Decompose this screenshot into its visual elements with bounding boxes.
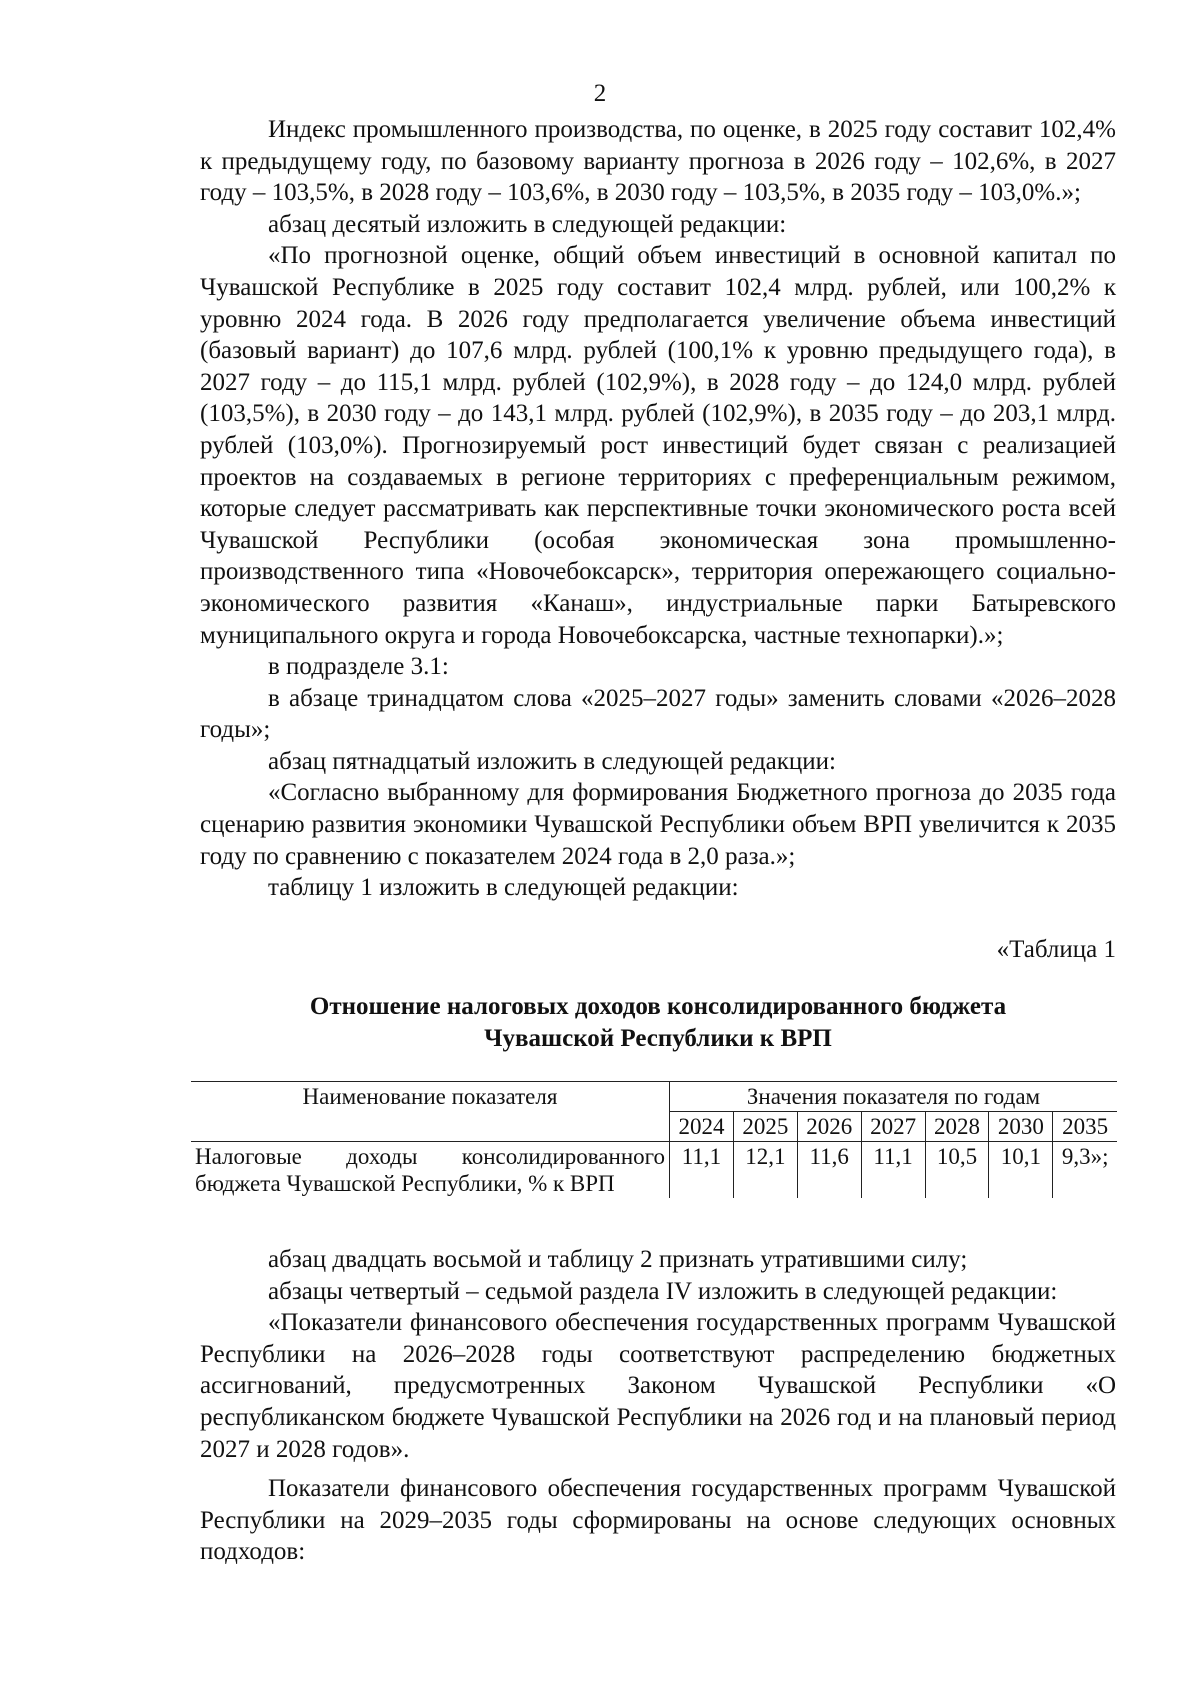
year-header: 2035 — [1053, 1112, 1117, 1142]
paragraph-repeal: абзац двадцать восьмой и таблицу 2 признать утратившими силу; — [268, 1246, 968, 1273]
paragraph-subsection: в подразделе 3.1: — [268, 653, 449, 681]
table-header-row — [191, 1082, 1117, 1112]
paragraph-financing-2026: «Показатели финансового обеспечения государственных программ Чувашской Республики на 2026–2028 годы соответствуют распределению бюджетных ассигнований, предусмотренных Законом Чувашской Республики «О республиканском бюджете Чувашской Республики на 2026 год и на плановый период 2027 и 2028 годов». — [200, 1309, 1116, 1463]
year-header: 2030 — [989, 1112, 1053, 1142]
table-title-line-1: Отношение налоговых доходов консолидированного бюджета — [309, 993, 1007, 1020]
paragraph-grp-forecast: «Согласно выбранному для формирования Бюджетного прогноза до 2035 года сценарию развития экономики Чувашской Республики объем ВРП увеличится к 2035 году по сравнению с показателем 2024 года в 2,0 раза.»; — [200, 779, 1116, 870]
year-header: 2026 — [797, 1112, 861, 1142]
value-cell: 11,1 — [670, 1142, 734, 1199]
paragraph-financing-2029: Показатели финансового обеспечения государственных программ Чувашской Республики на 2029–2035 годы сформированы на основе следующих основных подходов: — [200, 1475, 1116, 1566]
paragraph-section-iv: абзацы четвертый – седьмой раздела IV изложить в следующей редакции: — [268, 1277, 1058, 1305]
page-number: 2 — [593, 80, 607, 107]
paragraph-industrial-index: Индекс промышленного производства, по оценке, в 2025 году составит 102,4% к предыдущему году, по базовому варианту прогноза в 2026 году – 102,6%, в 2027 году – 103,5%, в 2028 году – 103,6%, в 2030 году – 103,5%, в 2035 году – 103,0%.»; — [200, 116, 1116, 207]
document-body-bottom — [200, 1244, 1116, 1568]
value-cell: 12,1 — [733, 1142, 797, 1199]
value-cell: 9,3»; — [1053, 1142, 1117, 1199]
tax-revenue-table — [191, 1081, 1117, 1198]
table-title-line-2: Чувашской Республики к ВРП — [484, 1025, 832, 1052]
document-body-top — [200, 114, 1116, 904]
year-header: 2025 — [733, 1112, 797, 1142]
row-label: Налоговые доходы консолидированного бюджета Чувашской Республики, % к ВРП — [191, 1142, 670, 1199]
value-cell: 11,1 — [861, 1142, 925, 1199]
value-cell: 11,6 — [797, 1142, 861, 1199]
paragraph-instruction-10: абзац десятый изложить в следующей редакции: — [268, 210, 787, 238]
column-header-name: Наименование показателя — [191, 1082, 670, 1142]
table-row — [191, 1142, 1117, 1199]
table-label: «Таблица 1 — [996, 936, 1116, 963]
paragraph-instruction-15: абзац пятнадцатый изложить в следующей редакции: — [268, 747, 837, 775]
paragraph-instruction-13: в абзаце тринадцатом слова «2025–2027 годы» заменить словами «2026–2028 годы»; — [200, 684, 1116, 744]
year-header: 2028 — [925, 1112, 989, 1142]
value-cell: 10,1 — [989, 1142, 1053, 1199]
table-title — [200, 991, 1116, 1055]
paragraph-table-instruction: таблицу 1 изложить в следующей редакции: — [268, 874, 739, 902]
paragraph-investments: «По прогнозной оценке, общий объем инвестиций в основной капитал по Чувашской Республике в 2025 году составит 102,4 млрд. рублей, или 100,2% к уровню 2024 года. В 2026 году предполагается увеличение объема инвестиций (базовый вариант) до 107,6 млрд. рублей (100,1% к уровню предыдущего года), в 2027 году – до 115,1 млрд. рублей (102,9%), в 2028 году – до 124,0 млрд. рублей (103,5%), в 2030 году – до 143,1 млрд. рублей (102,9%), в 2035 году – до 203,1 млрд. рублей (103,0%). Прогнозируемый рост инвестиций будет связан с реализацией проектов на создаваемых в регионе территориях с преференциальным режимом, которые следует рассматривать как перспективные точки экономического роста всей Чувашской Республики (особая экономическая зона промышленно-производственного типа «Новочебоксарск», территория опережающего социально-экономического развития «Канаш», индустриальные парки Батыревского муниципального округа и города Новочебоксарска, частные технопарки).»; — [200, 242, 1116, 649]
year-header: 2024 — [670, 1112, 734, 1142]
year-header: 2027 — [861, 1112, 925, 1142]
column-header-group: Значения показателя по годам — [670, 1082, 1118, 1112]
value-cell: 10,5 — [925, 1142, 989, 1199]
